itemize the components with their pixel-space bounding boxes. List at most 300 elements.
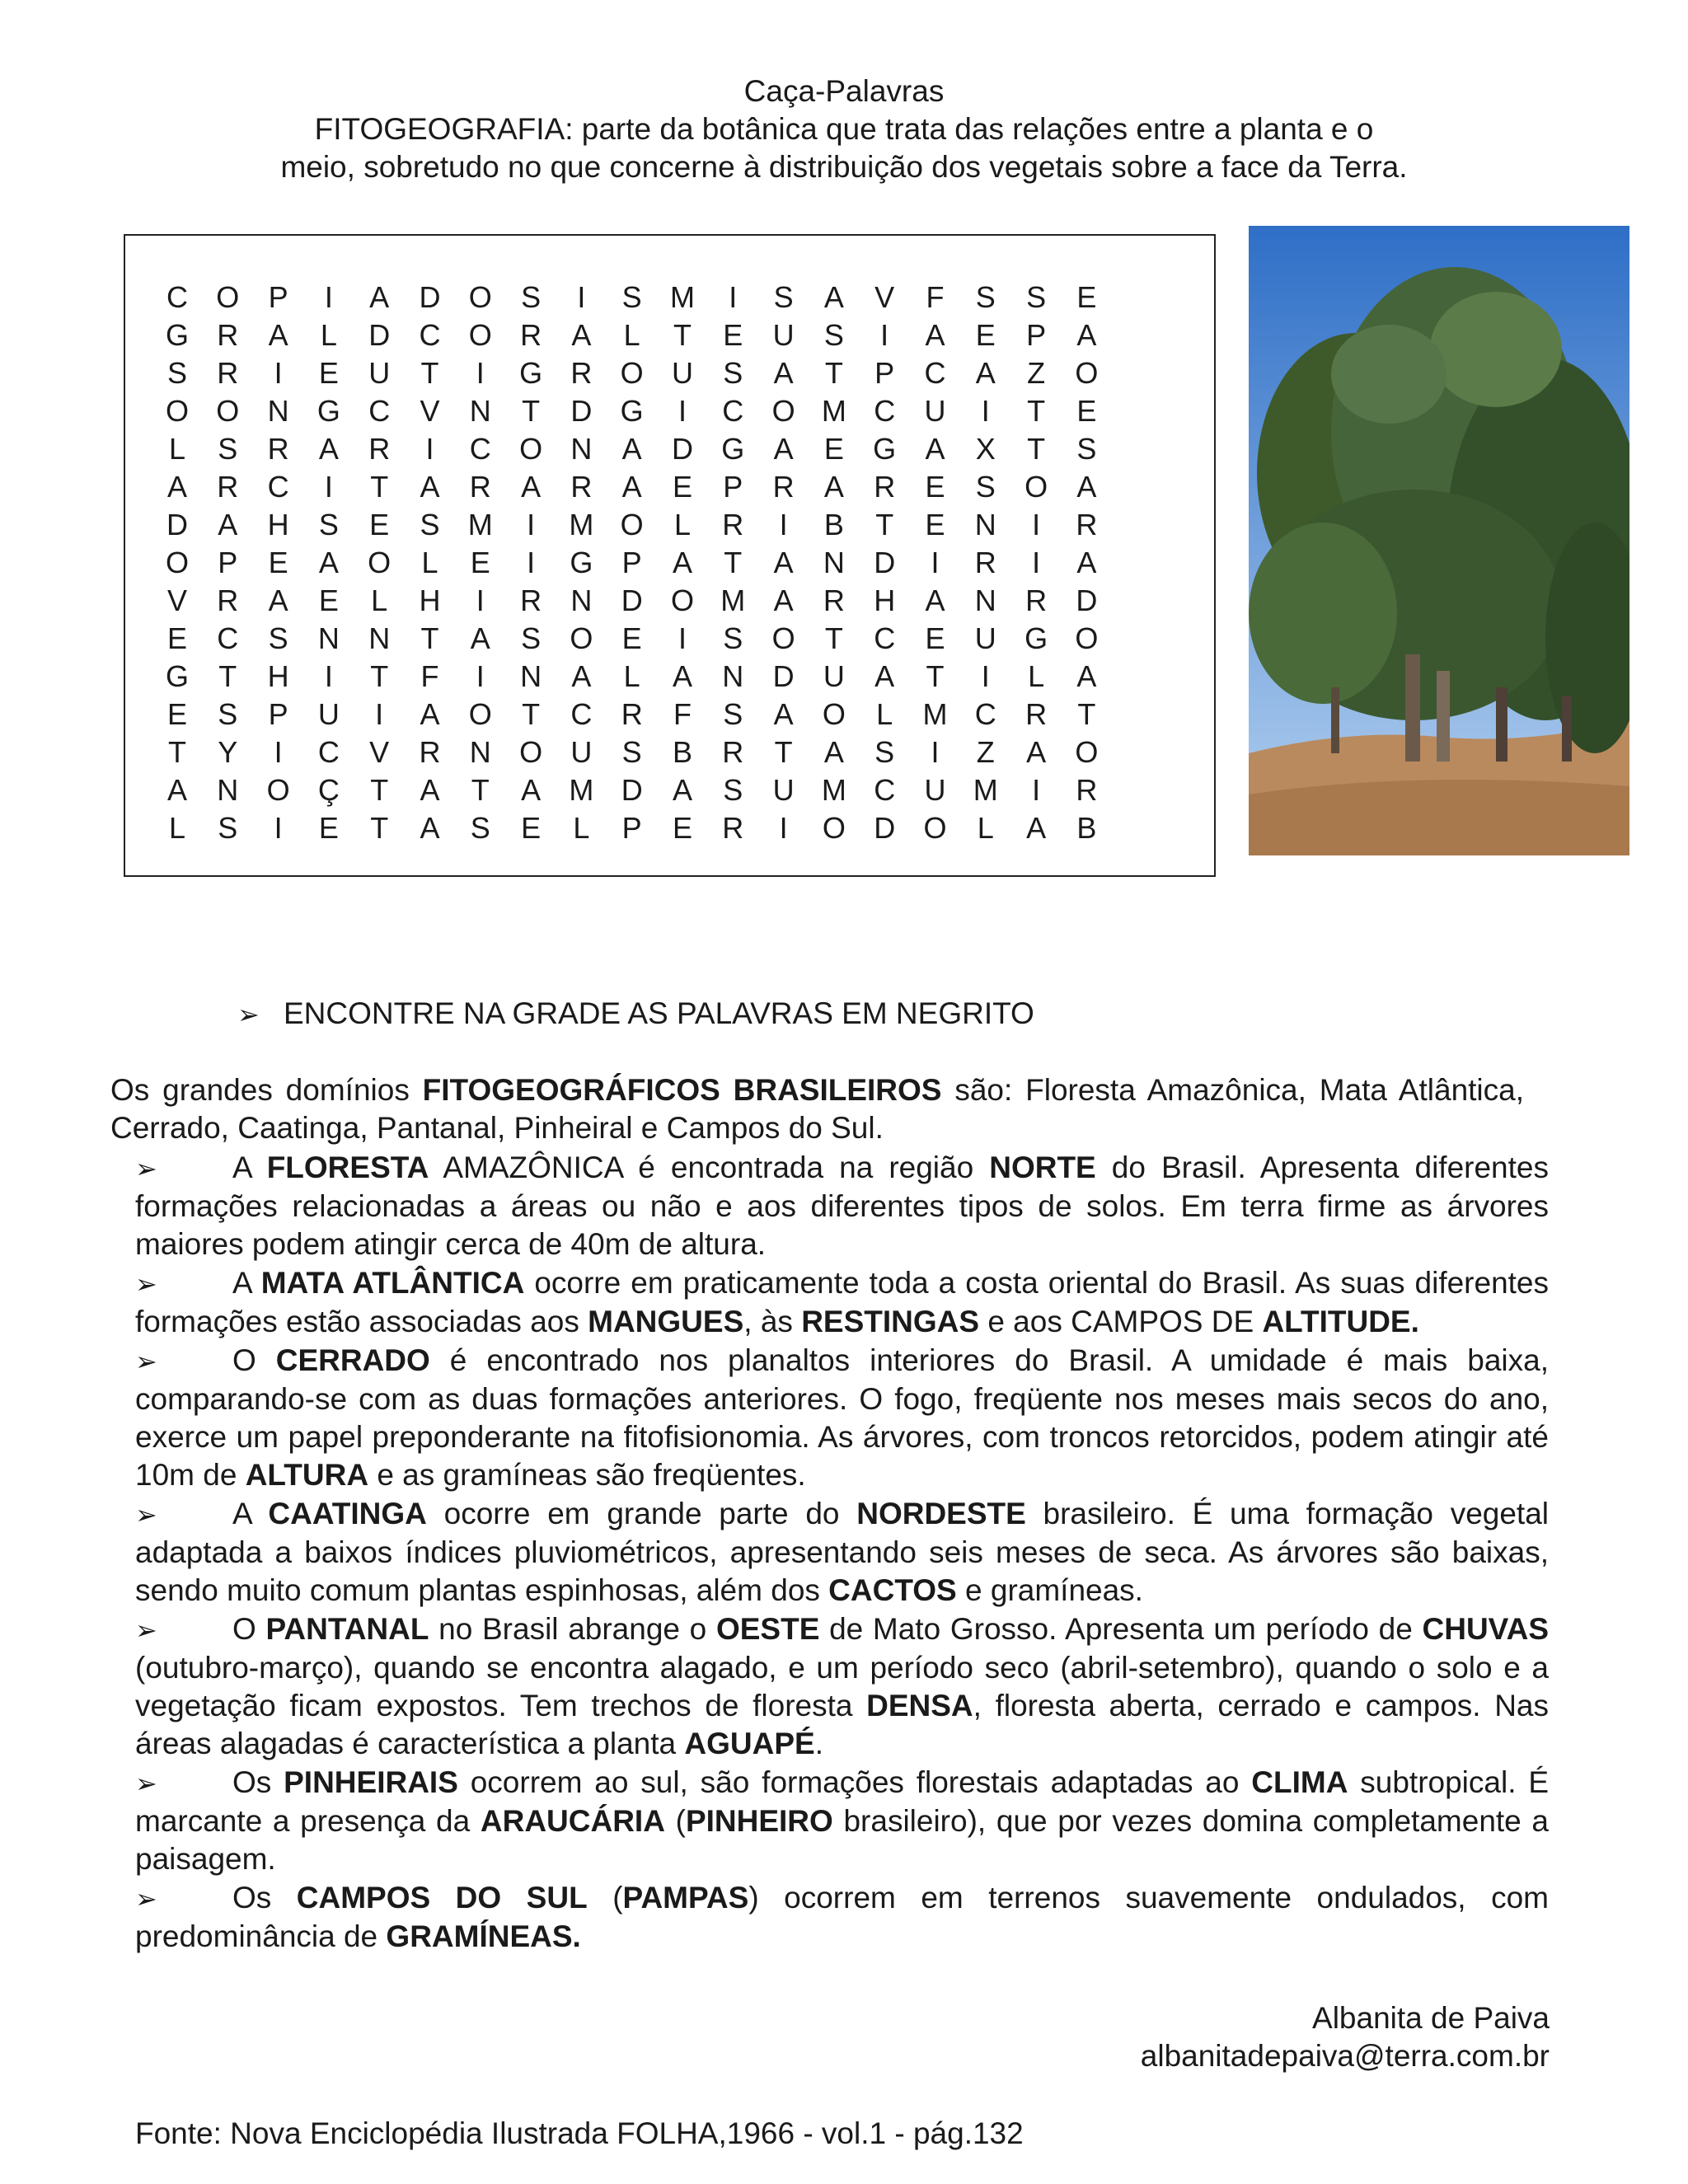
author-email: albanitadepaiva@terra.com.br bbox=[1140, 2039, 1550, 2073]
grid-letter: I bbox=[476, 356, 485, 390]
grid-letter: S bbox=[218, 811, 238, 845]
grid-letter: U bbox=[823, 659, 845, 693]
keyword: PINHEIRAIS bbox=[284, 1765, 458, 1799]
text-run: A bbox=[232, 1151, 267, 1184]
grid-letter: R bbox=[267, 432, 289, 466]
grid-letter: A bbox=[773, 432, 794, 466]
grid-letter: Z bbox=[976, 735, 995, 769]
grid-letter: R bbox=[772, 470, 795, 504]
grid-letter: R bbox=[469, 470, 491, 504]
grid-letter: D bbox=[1076, 583, 1098, 617]
grid-letter: I bbox=[981, 659, 990, 693]
grid-letter: L bbox=[168, 432, 186, 466]
grid-letter: B bbox=[823, 508, 844, 541]
grid-letter: N bbox=[570, 583, 593, 617]
arrow-bullet-icon: ➢ bbox=[135, 1615, 157, 1645]
grid-letter: S bbox=[975, 470, 996, 504]
grid-letter: S bbox=[420, 508, 440, 541]
grid-letter: E bbox=[166, 621, 187, 655]
grid-letter: O bbox=[620, 508, 644, 541]
grid-letter: V bbox=[420, 394, 440, 428]
text-run: O bbox=[232, 1343, 276, 1377]
grid-letter: T bbox=[420, 356, 439, 390]
grid-letter: H bbox=[419, 583, 441, 617]
grid-letter: L bbox=[573, 811, 590, 845]
keyword: OESTE bbox=[715, 1612, 820, 1646]
grid-letter: L bbox=[673, 508, 692, 541]
grid-letter: I bbox=[779, 508, 788, 541]
text-run: subtropical. É marcante a presença da bbox=[135, 1765, 1549, 1838]
grid-letter: S bbox=[1076, 432, 1097, 466]
page-title: Caça-Palavras bbox=[743, 74, 945, 108]
grid-letter: C bbox=[874, 621, 896, 655]
grid-letter: T bbox=[370, 811, 389, 845]
grid-letter: R bbox=[217, 356, 239, 390]
grid-letter: Z bbox=[1027, 356, 1046, 390]
grid-letter: D bbox=[672, 432, 693, 466]
grid-letter: C bbox=[419, 318, 441, 352]
grid-letter: X bbox=[975, 432, 996, 466]
text-run: brasileiro), que por vezes domina completamente a paisagem. bbox=[135, 1804, 1550, 1876]
grid-letter: S bbox=[723, 621, 743, 655]
keyword: RESTINGAS bbox=[801, 1305, 980, 1338]
text-run: ocorrem ao sul, são formações florestais adaptadas ao bbox=[457, 1765, 1252, 1799]
text-run: e aos CAMPOS DE bbox=[979, 1305, 1263, 1338]
domain-paragraph bbox=[135, 1879, 1549, 1956]
text-run: ocorre em grande parte do bbox=[426, 1497, 857, 1530]
grid-letter: G bbox=[570, 546, 593, 579]
grid-letter: O bbox=[165, 546, 189, 579]
grid-letter: P bbox=[268, 697, 288, 731]
grid-letter: A bbox=[521, 773, 542, 807]
grid-letter: H bbox=[267, 659, 289, 693]
grid-letter: O bbox=[519, 735, 543, 769]
grid-letter: D bbox=[772, 659, 795, 693]
domain-sections bbox=[135, 1149, 1549, 1956]
keyword: CLIMA bbox=[1251, 1765, 1348, 1799]
grid-letter: R bbox=[368, 432, 391, 466]
grid-letter: A bbox=[823, 470, 844, 504]
grid-letter: M bbox=[821, 773, 846, 807]
grid-letter: E bbox=[621, 621, 642, 655]
grid-letter: T bbox=[370, 773, 389, 807]
grid-letter: M bbox=[569, 773, 594, 807]
keyword: ALTURA bbox=[245, 1458, 369, 1492]
grid-letter: D bbox=[368, 318, 391, 352]
grid-letter: N bbox=[974, 508, 996, 541]
text-run: brasileiro. É uma formação vegetal adaptada a baixos índices pluviométricos, apresentando seis meses de seca. As árvores são baixas, sendo muito comum plantas espinhosas, além dos bbox=[135, 1497, 1550, 1607]
grid-letter: R bbox=[217, 470, 239, 504]
grid-letter: L bbox=[623, 659, 640, 693]
grid-letter: U bbox=[974, 621, 996, 655]
grid-letter: I bbox=[1032, 508, 1041, 541]
grid-letter: O bbox=[771, 621, 795, 655]
grid-letter: S bbox=[218, 697, 238, 731]
arrow-bullet-icon: ➢ bbox=[135, 1347, 157, 1376]
grid-letter: E bbox=[823, 432, 844, 466]
grid-letter: M bbox=[670, 280, 695, 314]
grid-letter: A bbox=[874, 659, 895, 693]
domain-paragraph bbox=[135, 1764, 1549, 1878]
grid-letter: T bbox=[522, 697, 541, 731]
grid-letter: O bbox=[1025, 470, 1048, 504]
grid-letter: I bbox=[274, 811, 283, 845]
grid-letter: P bbox=[621, 546, 642, 579]
grid-letter: S bbox=[318, 508, 339, 541]
text-run: (outubro-março), quando se encontra alagado, e um período seco (abril-setembro), quando o solo e a vegetação ficam expostos. Tem trechos de floresta bbox=[135, 1651, 1549, 1722]
grid-letter: I bbox=[425, 432, 434, 466]
grid-letter: L bbox=[421, 546, 438, 579]
keyword: FLORESTA bbox=[266, 1151, 429, 1184]
grid-letter: I bbox=[1032, 773, 1041, 807]
grid-letter: S bbox=[874, 735, 895, 769]
keyword: CAMPOS DO SUL bbox=[296, 1881, 588, 1915]
keyword: ARAUCÁRIA bbox=[480, 1804, 665, 1838]
grid-letter: L bbox=[623, 318, 640, 352]
grid-letter: G bbox=[721, 432, 745, 466]
grid-letter: S bbox=[218, 432, 238, 466]
grid-letter: A bbox=[166, 470, 187, 504]
grid-letter: D bbox=[621, 583, 643, 617]
grid-letter: T bbox=[926, 659, 945, 693]
grid-letter: M bbox=[467, 508, 493, 541]
grid-letter: T bbox=[1027, 394, 1046, 428]
grid-letter: I bbox=[931, 735, 940, 769]
text-run: são: Floresta Amazônica, Mata Atlântica, Cerrado, Caatinga, Pantanal, Pinheiral e Campos do Sul. bbox=[110, 1073, 1525, 1145]
grid-letter: A bbox=[1076, 318, 1097, 352]
text-run: e as gramíneas são freqüentes. bbox=[368, 1458, 806, 1492]
grid-letter: A bbox=[672, 546, 692, 579]
keyword: DENSA bbox=[866, 1689, 973, 1722]
grid-letter: T bbox=[370, 659, 389, 693]
grid-letter: E bbox=[470, 546, 490, 579]
keyword: GRAMÍNEAS. bbox=[386, 1919, 581, 1953]
grid-letter: E bbox=[521, 811, 542, 845]
arrow-bullet-icon: ➢ bbox=[135, 1500, 157, 1530]
grid-letter: O bbox=[1075, 621, 1099, 655]
grid-letter: C bbox=[217, 621, 239, 655]
grid-letter: I bbox=[931, 546, 940, 579]
grid-letter: R bbox=[570, 470, 593, 504]
grid-letter: O bbox=[216, 394, 240, 428]
grid-letter: O bbox=[1075, 356, 1099, 390]
grid-letter: C bbox=[166, 280, 188, 314]
grid-letter: I bbox=[577, 280, 586, 314]
word-search-grid bbox=[124, 234, 1216, 877]
grid-letter: I bbox=[527, 546, 536, 579]
grid-letter: T bbox=[824, 621, 843, 655]
grid-letter: O bbox=[923, 811, 947, 845]
grid-letter: T bbox=[875, 508, 894, 541]
grid-letter: C bbox=[924, 356, 946, 390]
grid-letter: A bbox=[1076, 659, 1097, 693]
grid-letter: E bbox=[318, 356, 339, 390]
grid-letter: P bbox=[268, 280, 288, 314]
text-run: ) ocorrem em terrenos suavemente ondulados, com predominância de bbox=[135, 1881, 1549, 1953]
grid-letter: O bbox=[670, 583, 694, 617]
grid-letter: I bbox=[476, 583, 485, 617]
grid-letter: I bbox=[274, 735, 283, 769]
grid-letter: G bbox=[1025, 621, 1048, 655]
grid-letter: A bbox=[925, 432, 945, 466]
grid-letter: N bbox=[267, 394, 289, 428]
author-block bbox=[1141, 1999, 1550, 2075]
grid-letter: A bbox=[773, 546, 794, 579]
keyword: CHUVAS bbox=[1422, 1612, 1549, 1646]
grid-letter: F bbox=[420, 659, 439, 693]
grid-letter: O bbox=[1075, 735, 1099, 769]
grid-letter: A bbox=[1026, 811, 1047, 845]
grid-letter: U bbox=[924, 773, 946, 807]
domain-paragraph bbox=[135, 1495, 1549, 1610]
text-run: é encontrado nos planaltos interiores do Brasil. A umidade é mais baixa, comparando-se com as duas formações anteriores. O fogo, freqüente nos meses mais secos do ano, exerce um papel preponderante na fitofisionomia. As árvores, com troncos retorcidos, podem atingir até 10m de bbox=[135, 1343, 1549, 1492]
grid-letter: S bbox=[470, 811, 490, 845]
grid-letter: T bbox=[1027, 432, 1046, 466]
grid-letter: T bbox=[1077, 697, 1096, 731]
intro-paragraph bbox=[110, 1071, 1524, 1147]
text-run: , às bbox=[743, 1305, 802, 1338]
text-run: ( bbox=[664, 1804, 686, 1838]
grid-letter: S bbox=[166, 356, 187, 390]
grid-letter: A bbox=[218, 508, 238, 541]
grid-letter: D bbox=[621, 773, 643, 807]
grid-letter: C bbox=[368, 394, 391, 428]
text-run: do Brasil. Apresenta diferentes formações relacionadas a áreas ou não e aos diferentes tipos de solos. Em terra firme as árvores maiores podem atingir cerca de 40m de altura. bbox=[135, 1151, 1549, 1261]
grid-letter: R bbox=[722, 735, 744, 769]
text-run: no Brasil abrange o bbox=[429, 1612, 716, 1646]
grid-letter: O bbox=[216, 280, 240, 314]
grid-letter: A bbox=[420, 773, 440, 807]
text-run: , floresta aberta, cerrado e campos. Nas áreas alagadas é característica a planta bbox=[135, 1689, 1549, 1760]
text-run: A bbox=[232, 1266, 261, 1300]
grid-letter: Ç bbox=[317, 773, 340, 807]
grid-letter: B bbox=[672, 735, 692, 769]
keyword: PAMPAS bbox=[622, 1881, 749, 1915]
grid-letter: T bbox=[774, 735, 793, 769]
grid-letter: R bbox=[621, 697, 643, 731]
grid-letter: I bbox=[375, 697, 384, 731]
grid-letter: V bbox=[369, 735, 390, 769]
grid-letter: R bbox=[1076, 773, 1098, 807]
grid-letter: A bbox=[1026, 735, 1047, 769]
grid-letter: A bbox=[420, 470, 440, 504]
grid-letter: M bbox=[973, 773, 998, 807]
grid-letter: N bbox=[722, 659, 744, 693]
grid-letter: A bbox=[420, 811, 440, 845]
grid-letter: Y bbox=[218, 735, 238, 769]
grid-letter: A bbox=[166, 773, 187, 807]
grid-letter: D bbox=[570, 394, 593, 428]
grid-letter: H bbox=[874, 583, 896, 617]
grid-letter: A bbox=[1076, 470, 1097, 504]
grid-letter: D bbox=[166, 508, 188, 541]
grid-letter: C bbox=[874, 773, 896, 807]
grid-letter: R bbox=[520, 318, 542, 352]
grid-letter: O bbox=[468, 280, 492, 314]
grid-letter: L bbox=[371, 583, 388, 617]
grid-letter: E bbox=[723, 318, 743, 352]
grid-letter: R bbox=[722, 508, 744, 541]
grid-letter: R bbox=[823, 583, 845, 617]
grid-letter: N bbox=[217, 773, 239, 807]
grid-letter: S bbox=[268, 621, 288, 655]
grid-letter: P bbox=[1026, 318, 1047, 352]
grid-letter: A bbox=[823, 735, 844, 769]
domain-paragraph bbox=[135, 1610, 1549, 1763]
author-name: Albanita de Paiva bbox=[1312, 2001, 1550, 2035]
grid-letter: N bbox=[469, 735, 491, 769]
grid-letter: U bbox=[368, 356, 391, 390]
grid-letter: R bbox=[874, 470, 896, 504]
grid-letter: S bbox=[1026, 280, 1047, 314]
grid-letter: T bbox=[168, 735, 186, 769]
grid-letter: O bbox=[165, 394, 189, 428]
grid-letter: A bbox=[268, 583, 288, 617]
grid-letter: C bbox=[874, 394, 896, 428]
grid-letter: N bbox=[317, 621, 340, 655]
arrow-bullet-icon: ➢ bbox=[135, 1769, 157, 1798]
grid-letter: O bbox=[266, 773, 290, 807]
grid-letter: P bbox=[874, 356, 895, 390]
grid-letter: L bbox=[876, 697, 893, 731]
grid-letter: R bbox=[1025, 583, 1048, 617]
text-run: ( bbox=[587, 1881, 623, 1915]
text-run: de Mato Grosso. Apresenta um período de bbox=[819, 1612, 1423, 1646]
grid-letter: O bbox=[468, 318, 492, 352]
grid-letter: A bbox=[470, 621, 490, 655]
grid-letter: U bbox=[772, 773, 795, 807]
grid-letter: A bbox=[1076, 546, 1097, 579]
grid-letter: G bbox=[620, 394, 644, 428]
grid-letter: C bbox=[974, 697, 996, 731]
grid-letter: F bbox=[926, 280, 945, 314]
keyword: ALTITUDE. bbox=[1262, 1305, 1419, 1338]
grid-letter: C bbox=[317, 735, 340, 769]
source-citation: Fonte: Nova Enciclopédia Ilustrada FOLHA,1966 - vol.1 - pág.132 bbox=[135, 2116, 1024, 2150]
grid-letter: A bbox=[672, 773, 692, 807]
grid-letter: L bbox=[1028, 659, 1045, 693]
grid-letter: O bbox=[620, 356, 644, 390]
grid-letter: I bbox=[527, 508, 536, 541]
grid-letter: I bbox=[880, 318, 889, 352]
grid-letter: L bbox=[168, 811, 186, 845]
grid-letter: A bbox=[773, 583, 794, 617]
grid-letter: S bbox=[621, 735, 642, 769]
grid-letter: T bbox=[724, 546, 743, 579]
grid-letter: S bbox=[823, 318, 844, 352]
grid-letter: M bbox=[821, 394, 846, 428]
domain-paragraph bbox=[135, 1264, 1549, 1341]
keyword: MATA ATLÂNTICA bbox=[260, 1266, 525, 1300]
grid-letter: S bbox=[975, 280, 996, 314]
grid-letter: E bbox=[925, 508, 945, 541]
grid-letter: A bbox=[369, 280, 390, 314]
grid-letter: S bbox=[621, 280, 642, 314]
grid-letter: I bbox=[779, 811, 788, 845]
grid-letter: T bbox=[218, 659, 237, 693]
arrow-bullet-icon: ➢ bbox=[237, 1000, 260, 1029]
grid-letter: T bbox=[673, 318, 692, 352]
text-run: Os bbox=[232, 1881, 297, 1915]
grid-letter: I bbox=[476, 659, 485, 693]
grid-letter: M bbox=[720, 583, 746, 617]
grid-letter: N bbox=[823, 546, 845, 579]
grid-letter: I bbox=[729, 280, 738, 314]
grid-letter: E bbox=[672, 811, 692, 845]
grid-letter: N bbox=[520, 659, 542, 693]
text-run: Os bbox=[232, 1765, 284, 1799]
keyword: CAATINGA bbox=[268, 1497, 427, 1530]
grid-letter: S bbox=[723, 773, 743, 807]
grid-letter: P bbox=[723, 470, 743, 504]
arrow-bullet-icon: ➢ bbox=[135, 1154, 157, 1183]
grid-letter: O bbox=[468, 697, 492, 731]
grid-letter: R bbox=[974, 546, 996, 579]
grid-letter: B bbox=[1076, 811, 1097, 845]
keyword: FITOGEOGRÁFICOS BRASILEIROS bbox=[422, 1073, 942, 1107]
grid-letter: S bbox=[521, 621, 542, 655]
grid-letter: A bbox=[925, 583, 945, 617]
grid-letter: L bbox=[320, 318, 337, 352]
grid-letter: G bbox=[165, 659, 189, 693]
domain-paragraph bbox=[135, 1342, 1549, 1494]
grid-letter: V bbox=[166, 583, 187, 617]
grid-letter: C bbox=[722, 394, 744, 428]
grid-letter: P bbox=[218, 546, 238, 579]
text-run: . bbox=[814, 1727, 823, 1760]
text-run: ocorre em praticamente toda a costa oriental do Brasil. As suas diferentes formações estão associadas aos bbox=[135, 1266, 1550, 1338]
grid-letter: S bbox=[723, 356, 743, 390]
grid-letter: A bbox=[823, 280, 844, 314]
grid-letter: C bbox=[570, 697, 593, 731]
keyword: PANTANAL bbox=[265, 1612, 429, 1646]
grid-letter: I bbox=[324, 470, 333, 504]
grid-letter: O bbox=[519, 432, 543, 466]
text-run: A bbox=[232, 1497, 269, 1530]
arrow-bullet-icon: ➢ bbox=[135, 1269, 157, 1299]
grid-letter: D bbox=[419, 280, 441, 314]
grid-letter: M bbox=[569, 508, 594, 541]
instruction bbox=[237, 995, 1034, 1033]
grid-letter: T bbox=[420, 621, 439, 655]
grid-letter: S bbox=[723, 697, 743, 731]
grid-letter: R bbox=[520, 583, 542, 617]
arrow-bullet-icon: ➢ bbox=[135, 1884, 157, 1914]
grid-letter: I bbox=[678, 621, 687, 655]
grid-letter: E bbox=[1076, 394, 1097, 428]
keyword: NORDESTE bbox=[856, 1497, 1026, 1530]
grid-letter: N bbox=[368, 621, 391, 655]
grid-letter: E bbox=[166, 697, 187, 731]
grid-letter: G bbox=[873, 432, 897, 466]
grid-letter: T bbox=[370, 470, 389, 504]
grid-letter: A bbox=[773, 356, 794, 390]
definition-line-2: meio, sobretudo no que concerne à distribuição dos vegetais sobre a face da Terra. bbox=[280, 150, 1408, 184]
grid-letter: U bbox=[772, 318, 795, 352]
grid-letter: M bbox=[922, 697, 948, 731]
grid-letter: E bbox=[925, 621, 945, 655]
grid-letter: U bbox=[570, 735, 593, 769]
keyword: CACTOS bbox=[828, 1573, 957, 1607]
grid-letter: N bbox=[974, 583, 996, 617]
grid-letter: A bbox=[571, 318, 592, 352]
grid-letter: A bbox=[420, 697, 440, 731]
grid-letter: H bbox=[267, 508, 289, 541]
grid-letter: A bbox=[975, 356, 996, 390]
grid-letter: S bbox=[773, 280, 794, 314]
grid-letter: F bbox=[673, 697, 692, 731]
grid-letter: R bbox=[1025, 697, 1048, 731]
